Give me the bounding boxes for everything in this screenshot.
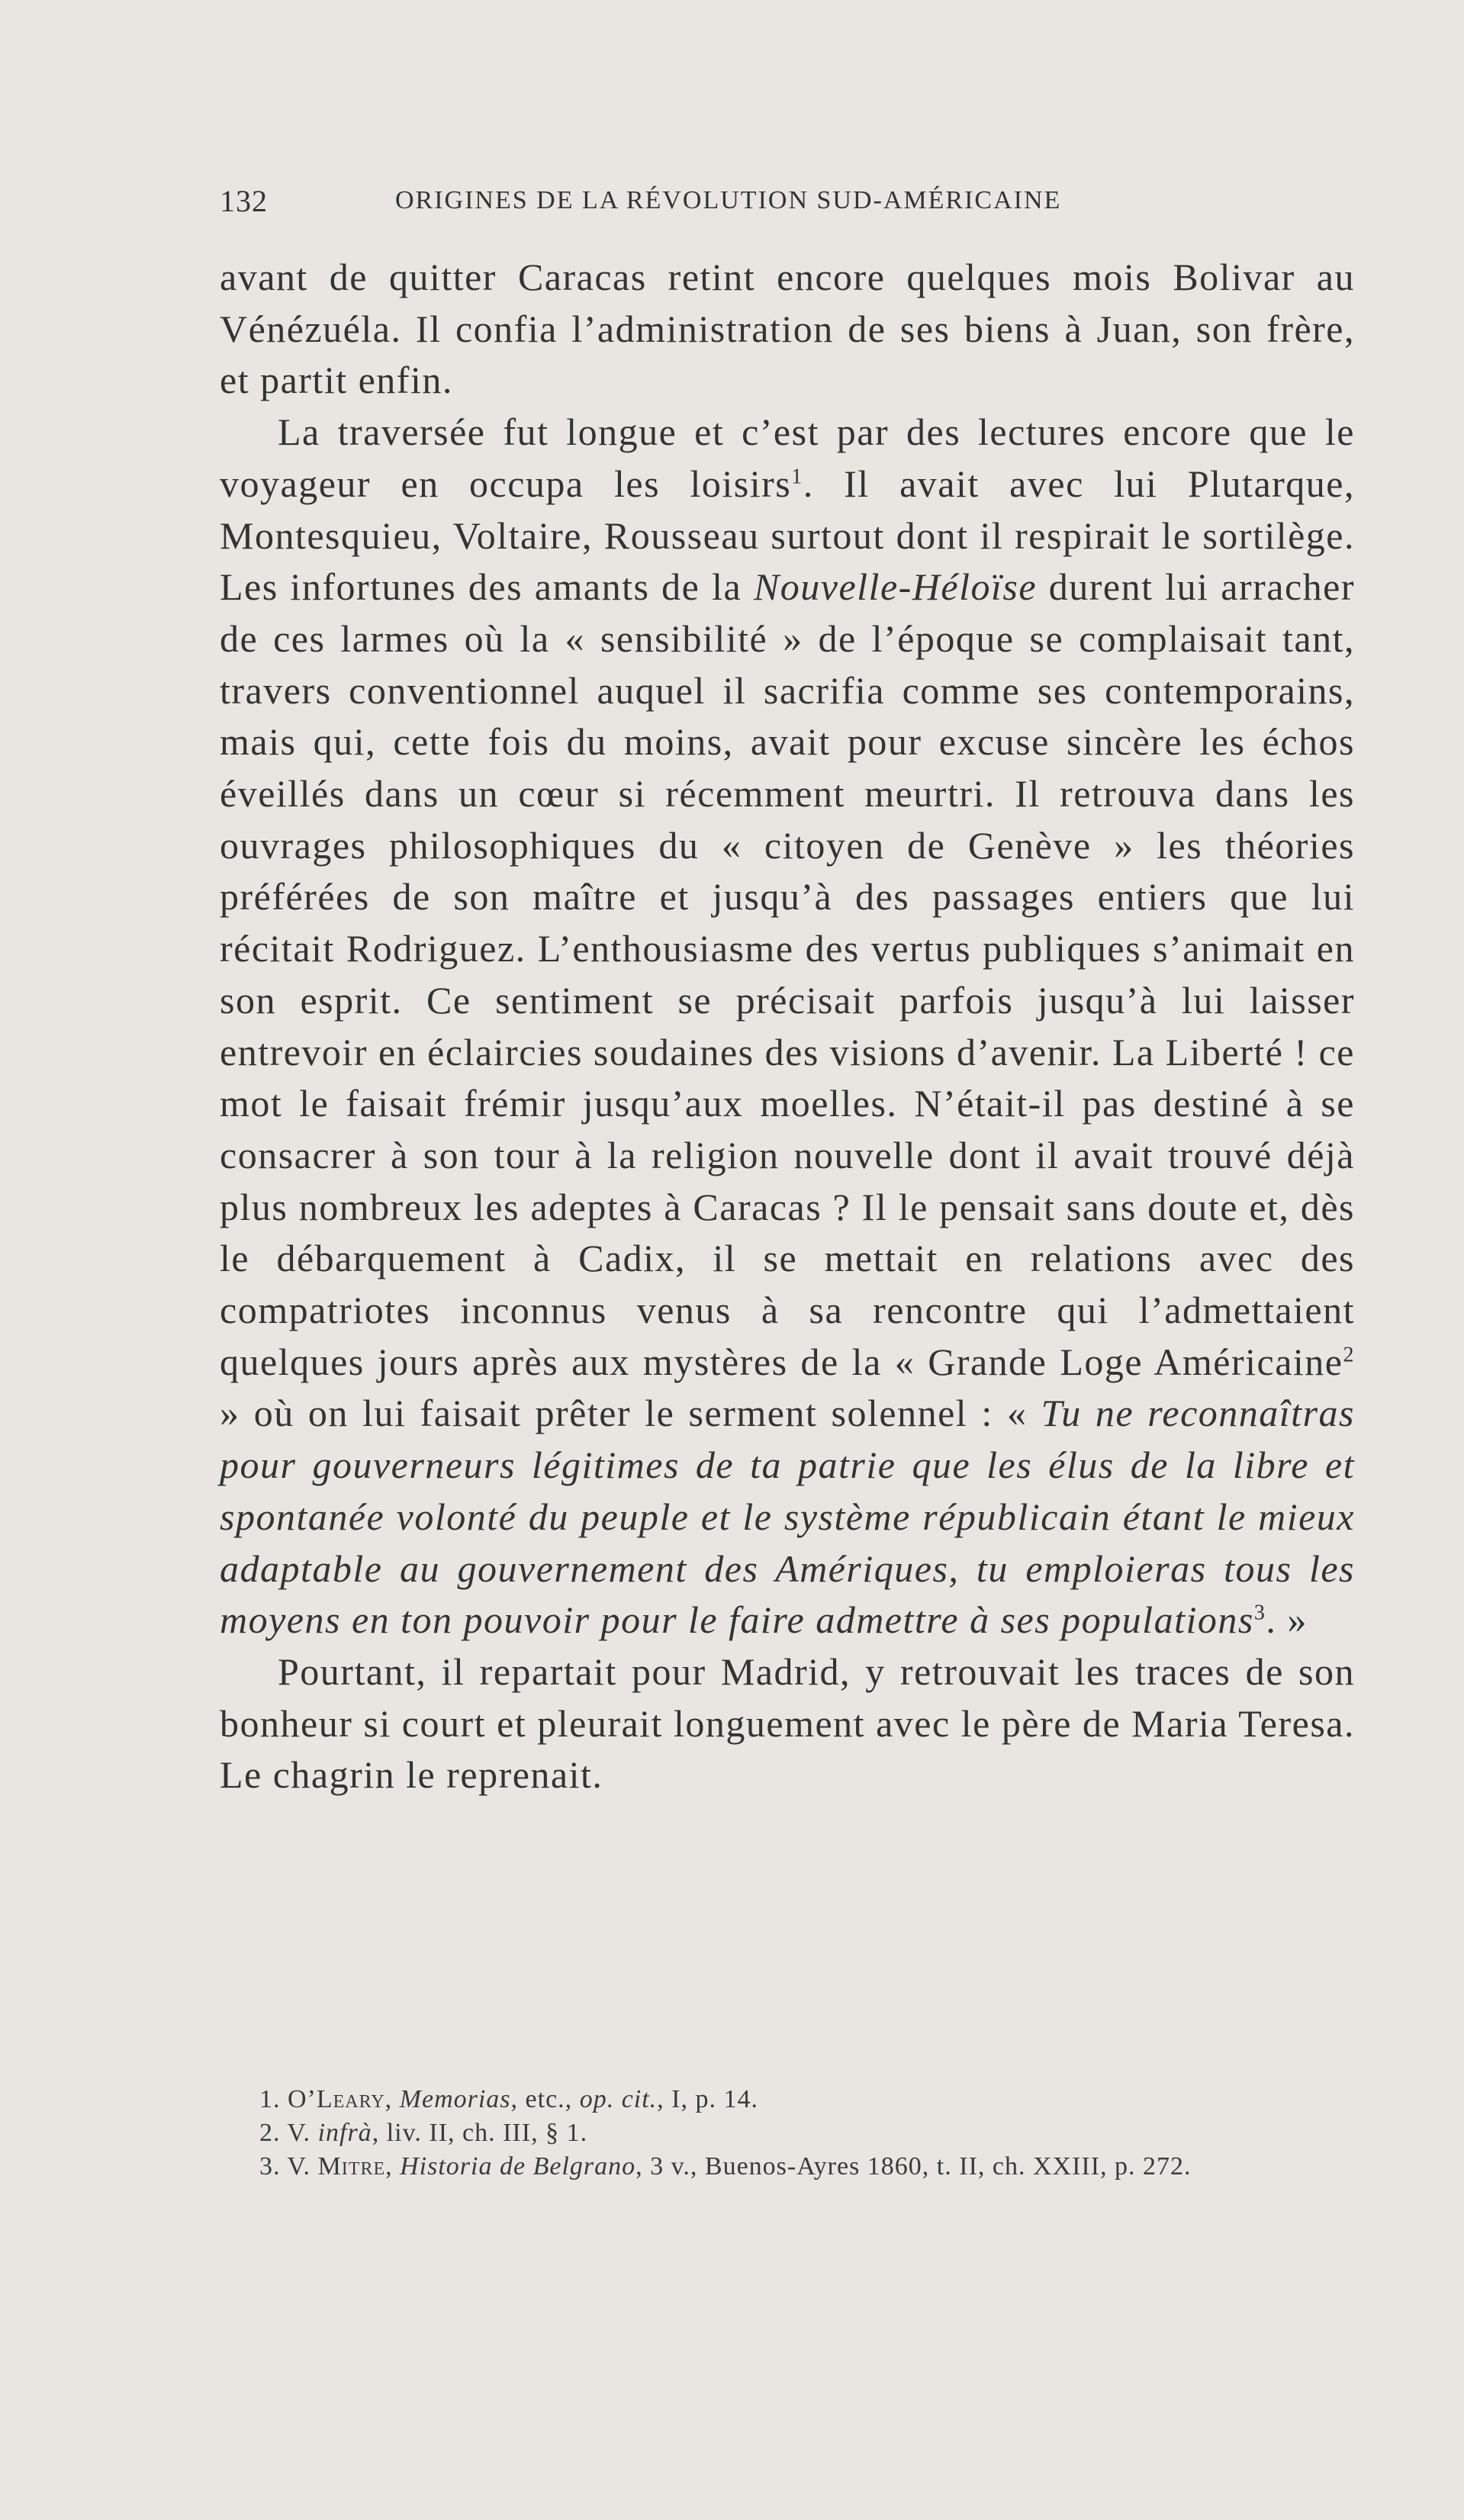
- footnote-3-title: Historia de Belgrano: [400, 2152, 636, 2180]
- paragraph-3: Pourtant, il repartait pour Madrid, y retrouvait les traces de son bonheur si court et pleurait longuement avec le père de Maria Teresa. Le chagrin le reprenait.: [220, 1649, 1355, 1797]
- footnote-1-author: O’Leary: [288, 2085, 385, 2113]
- footnote-3: 3. V. Mitre, Historia de Belgrano, 3 v., Buenos-Ayres 1860, t. II, ch. XXIII, p. 272.: [259, 2152, 1192, 2180]
- footnote-1-ref: , I, p. 14.: [657, 2085, 758, 2113]
- footnote-3-ref: , 3 v., Buenos-Ayres 1860, t. II, ch. XXIII, p. 272.: [635, 2152, 1192, 2180]
- footnotes: [220, 2083, 1355, 2184]
- footnote-3-author: Mitre: [317, 2152, 386, 2180]
- footnote-2-pre: V.: [287, 2119, 318, 2147]
- footnote-2-infra: infrà: [317, 2119, 372, 2147]
- page-header: [220, 183, 1265, 229]
- footnote-3-number: 3.: [259, 2152, 281, 2180]
- footnote-2: [220, 2116, 1355, 2150]
- running-title: ORIGINES DE LA RÉVOLUTION SUD-AMÉRICAINE: [395, 186, 1062, 214]
- paragraph-2-text-d: » où on lui faisait prêter le serment solennel : «: [220, 1392, 1041, 1435]
- footnote-ref-3: 3: [1253, 1601, 1266, 1625]
- page-number: 132: [220, 184, 268, 218]
- footnote-1-number: 1.: [259, 2085, 281, 2113]
- paragraph-2-text-a: La traversée fut longue et c’est par des lectures encore que le voyageur en occupa les loisirs: [220, 410, 1355, 505]
- footnote-1-opcit: op. cit.: [579, 2085, 658, 2113]
- body-text: [220, 252, 1355, 1801]
- footnote-1: 1. O’Leary, Memorias, etc., op. cit., I, p. 14.: [259, 2085, 758, 2113]
- book-title-heloise: Nouvelle-Héloïse: [753, 565, 1038, 609]
- paragraph-2: [220, 407, 1355, 1646]
- footnote-3-pre: V.: [287, 2152, 318, 2180]
- footnote-ref-2: 2: [1343, 1343, 1355, 1367]
- footnote-2-ref: , liv. II, ch. III, § 1.: [372, 2119, 588, 2147]
- oath-quotation: Tu ne reconnaîtras pour gouverneurs légitimes de ta patrie que les élus de la libre et spontanée volonté du peuple et le système républicain étant le mieux adaptable au gouvernement des Amériques, tu emploieras tous les moyens en ton pouvoir pour le faire admettre à ses populations: [220, 1392, 1355, 1642]
- paragraph-2-text-c: durent lui arracher de ces larmes où la « sensibilité » de l’époque se complaisait tant, travers conventionnel auquel il sacrifia comme ses contemporains, mais qui, cette fois du moins, avait pour excuse sincère les échos éveillés dans un cœur si récemment meurtri. Il retrouva dans les ouvrages philosophiques du « citoyen de Genève » les théories préférées de son maître et jusqu’à des passages entiers que lui récitait Rodriguez. L’enthousiasme des vertus publiques s’animait en son esprit. Ce sentiment se précisait parfois jusqu’à lui laisser entrevoir en éclaircies soudaines des visions d’avenir. La Liberté ! ce mot le faisait frémir jusqu’aux moelles. N’était-il pas destiné à se consacrer à son tour à la religion nouvelle dont il avait trouvé déjà plus nombreux les adeptes à Caracas ? Il le pensait sans doute et, dès le débarquement à Cadix, il se mettait en relations avec des compatriotes inconnus venus à sa rencontre qui l’admettaient quelques jours après aux mystères de la « Grande Loge Américaine: [220, 565, 1355, 1383]
- paragraph-2-text-b: . Il avait avec lui Plutarque, Montesquieu, Voltaire, Rousseau surtout dont il respirait le sortilège. Les infortunes des amants de la: [220, 462, 1355, 609]
- paragraph-1: avant de quitter Caracas retint encore quelques mois Bolivar au Vénézuéla. Il confia l’administration de ses biens à Juan, son frère, et partit enfin.: [220, 256, 1355, 402]
- footnote-1-rest: , etc.,: [510, 2085, 580, 2113]
- footnote-1-title: Memorias: [399, 2085, 511, 2113]
- footnote-ref-1: 1: [791, 465, 803, 489]
- footnote-2-number: 2.: [259, 2119, 281, 2147]
- paragraph-2-text-e: . »: [1266, 1598, 1308, 1642]
